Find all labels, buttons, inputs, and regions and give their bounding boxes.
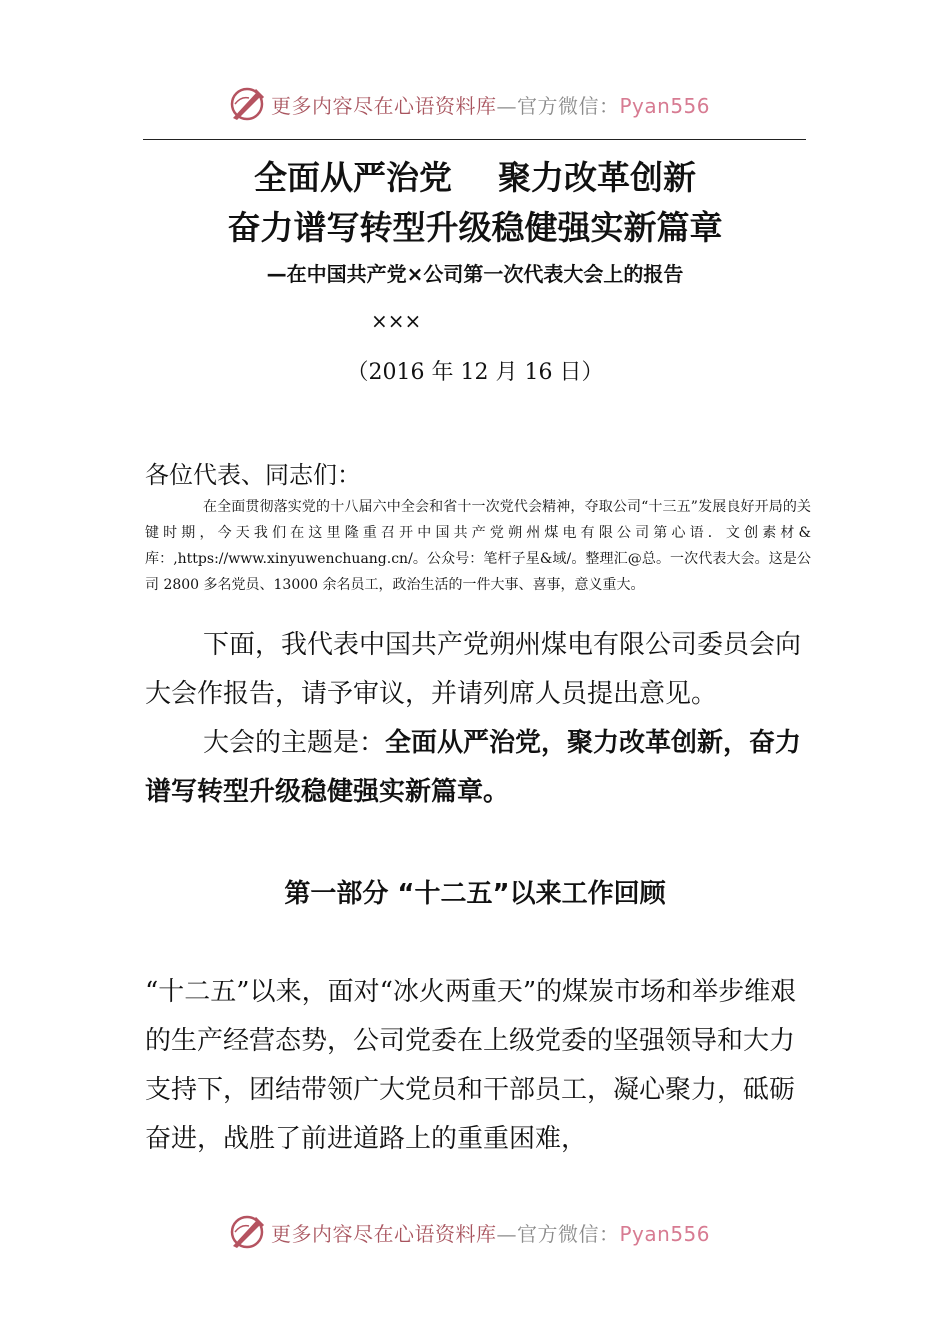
pen-logo-icon bbox=[227, 1212, 267, 1252]
subtitle: —在中国共产党×公司第一次代表大会上的报告 bbox=[266, 262, 684, 286]
header-rule bbox=[143, 139, 806, 140]
title-line-1: 全面从严治党 聚力改革创新 bbox=[254, 158, 696, 197]
watermark-text: 更多内容尽在心语资料库—官方微信：Pyan556 bbox=[271, 1221, 711, 1246]
theme-lead: 大会的主题是： bbox=[203, 728, 386, 758]
paragraph-theme bbox=[145, 719, 825, 817]
report-date: （2016 年 12 月 16 日） bbox=[346, 360, 604, 385]
intro-paragraph: 在全面贯彻落实党的十八届六中全会和省十一次党代会精神，夺取公司“十三五”发展良好开局的关键时期，今天我们在这里隆重召开中国共产党朔州煤电有限公司第心语．文创素材&库：,https://www.xinyuwenchuang.cn/。公众号：笔杆子星&域/。整理汇@总。一次代表大会。这是公司 2800 多名党员、13000 余名员工，政治生活的一件大事、喜事，意义重大。 bbox=[145, 499, 811, 593]
greeting: 各位代表、同志们： bbox=[145, 461, 361, 489]
title-line-2: 奋力谱写转型升级稳健强实新篇章 bbox=[227, 208, 723, 247]
theme-text: 全面从严治党，聚力改革创新，奋力谱写转型升级稳健强实新篇章。 bbox=[145, 728, 802, 807]
watermark-text: 更多内容尽在心语资料库—官方微信：Pyan556 bbox=[271, 93, 711, 118]
paragraph-review: “十二五”以来，面对“冰火两重天”的煤炭市场和举步维艰的生产经营态势，公司党委在上级党委的坚强领导和大力支持下，团结带领广大党员和干部员工，凝心聚力，砥砺奋进，战胜了前进道路上的重重困难， bbox=[145, 977, 797, 1154]
footer-watermark bbox=[0, 1210, 950, 1254]
header-watermark bbox=[0, 82, 950, 126]
pen-logo-icon bbox=[227, 84, 267, 124]
section-heading: 第一部分 “十二五”以来工作回顾 bbox=[284, 879, 666, 909]
author: ××× bbox=[371, 309, 422, 333]
paragraph-report: 下面，我代表中国共产党朔州煤电有限公司委员会向大会作报告，请予审议，并请列席人员提出意见。 bbox=[145, 630, 802, 709]
